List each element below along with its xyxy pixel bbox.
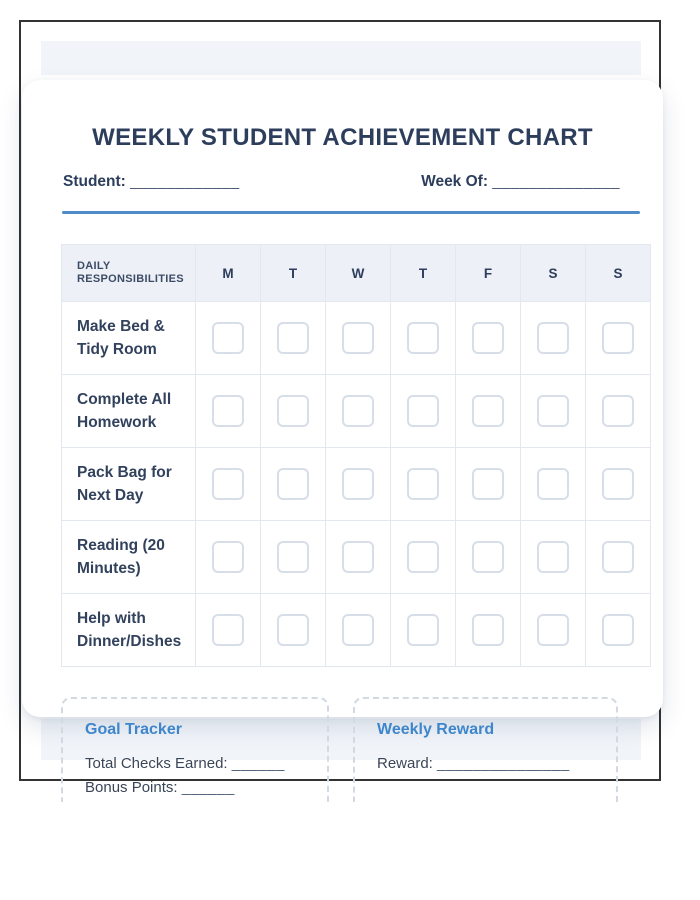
day-checkbox[interactable] — [537, 541, 569, 573]
task-label: Complete All Homework — [62, 375, 196, 448]
check-cell — [326, 375, 391, 448]
reward-blank: _______________ — [437, 755, 570, 772]
check-cell — [586, 375, 651, 448]
bonus-points-line — [85, 779, 327, 796]
total-checks-line — [85, 755, 327, 772]
day-header-thu: T — [391, 245, 456, 302]
check-cell — [261, 521, 326, 594]
student-blank-line: ____________ — [130, 173, 240, 190]
day-header-tue: T — [261, 245, 326, 302]
header-divider — [62, 211, 640, 214]
day-checkbox[interactable] — [472, 395, 504, 427]
check-cell — [586, 448, 651, 521]
check-cell — [196, 448, 261, 521]
total-checks-blank: ______ — [231, 755, 285, 772]
day-checkbox[interactable] — [212, 468, 244, 500]
day-header-sun: S — [586, 245, 651, 302]
day-checkbox[interactable] — [602, 614, 634, 646]
check-cell — [261, 448, 326, 521]
task-label: Help with Dinner/Dishes — [62, 594, 196, 667]
day-checkbox[interactable] — [277, 468, 309, 500]
day-checkbox[interactable] — [602, 395, 634, 427]
day-checkbox[interactable] — [407, 468, 439, 500]
check-cell — [326, 521, 391, 594]
check-cell — [196, 375, 261, 448]
check-cell — [196, 302, 261, 375]
check-cell — [326, 448, 391, 521]
check-cell — [456, 521, 521, 594]
check-cell — [521, 521, 586, 594]
student-field — [63, 173, 240, 191]
table-row — [62, 594, 651, 667]
goal-tracker-box — [61, 697, 329, 802]
responsibilities-table — [61, 244, 651, 667]
day-checkbox[interactable] — [212, 614, 244, 646]
table-row — [62, 448, 651, 521]
page-top-band — [41, 41, 641, 75]
day-checkbox[interactable] — [277, 322, 309, 354]
bonus-points-label: Bonus Points: — [85, 779, 178, 796]
reward-line — [377, 755, 616, 772]
day-header-wed: W — [326, 245, 391, 302]
day-checkbox[interactable] — [212, 395, 244, 427]
day-checkbox[interactable] — [537, 395, 569, 427]
check-cell — [586, 302, 651, 375]
day-checkbox[interactable] — [407, 614, 439, 646]
check-cell — [196, 594, 261, 667]
check-cell — [261, 594, 326, 667]
reward-label: Reward: — [377, 755, 433, 772]
task-label: Make Bed & Tidy Room — [62, 302, 196, 375]
check-cell — [391, 521, 456, 594]
day-checkbox[interactable] — [407, 322, 439, 354]
check-cell — [196, 521, 261, 594]
check-cell — [261, 302, 326, 375]
check-cell — [391, 594, 456, 667]
student-label: Student: — [63, 173, 126, 190]
task-label: Pack Bag for Next Day — [62, 448, 196, 521]
weekly-reward-box — [353, 697, 618, 802]
bonus-points-blank: ______ — [181, 779, 235, 796]
table-header-row — [62, 245, 651, 302]
total-checks-label: Total Checks Earned: — [85, 755, 228, 772]
check-cell — [456, 448, 521, 521]
day-checkbox[interactable] — [212, 322, 244, 354]
table-row — [62, 375, 651, 448]
task-label: Reading (20 Minutes) — [62, 521, 196, 594]
day-header-fri: F — [456, 245, 521, 302]
goal-tracker-heading: Goal Tracker — [85, 721, 182, 738]
check-cell — [391, 302, 456, 375]
check-cell — [391, 375, 456, 448]
day-checkbox[interactable] — [537, 322, 569, 354]
week-of-label: Week Of: — [421, 173, 488, 190]
day-checkbox[interactable] — [602, 541, 634, 573]
day-checkbox[interactable] — [212, 541, 244, 573]
day-checkbox[interactable] — [602, 322, 634, 354]
day-checkbox[interactable] — [472, 468, 504, 500]
day-checkbox[interactable] — [277, 541, 309, 573]
check-cell — [261, 375, 326, 448]
day-checkbox[interactable] — [537, 614, 569, 646]
chart-card — [22, 80, 663, 717]
check-cell — [521, 375, 586, 448]
check-cell — [586, 594, 651, 667]
name-week-row — [63, 173, 620, 191]
day-header-sat: S — [521, 245, 586, 302]
table-row — [62, 521, 651, 594]
check-cell — [456, 375, 521, 448]
day-checkbox[interactable] — [342, 614, 374, 646]
check-cell — [391, 448, 456, 521]
day-checkbox[interactable] — [602, 468, 634, 500]
day-checkbox[interactable] — [342, 322, 374, 354]
day-header-mon: M — [196, 245, 261, 302]
day-checkbox[interactable] — [407, 541, 439, 573]
check-cell — [521, 302, 586, 375]
check-cell — [456, 594, 521, 667]
responsibilities-tbody — [62, 302, 651, 667]
day-checkbox[interactable] — [342, 541, 374, 573]
week-of-field — [421, 173, 620, 191]
responsibilities-header: DAILY RESPONSIBILITIES — [62, 245, 196, 302]
check-cell — [456, 302, 521, 375]
page-title: WEEKLY STUDENT ACHIEVEMENT CHART — [92, 124, 593, 151]
day-checkbox[interactable] — [537, 468, 569, 500]
day-checkbox[interactable] — [472, 614, 504, 646]
check-cell — [326, 594, 391, 667]
check-cell — [326, 302, 391, 375]
check-cell — [521, 448, 586, 521]
check-cell — [586, 521, 651, 594]
day-checkbox[interactable] — [277, 395, 309, 427]
check-cell — [521, 594, 586, 667]
day-checkbox[interactable] — [277, 614, 309, 646]
day-checkbox[interactable] — [342, 468, 374, 500]
day-checkbox[interactable] — [472, 541, 504, 573]
day-checkbox[interactable] — [407, 395, 439, 427]
week-of-blank-line: ______________ — [492, 173, 620, 190]
table-row — [62, 302, 651, 375]
day-checkbox[interactable] — [342, 395, 374, 427]
day-checkbox[interactable] — [472, 322, 504, 354]
weekly-reward-heading: Weekly Reward — [377, 721, 495, 738]
